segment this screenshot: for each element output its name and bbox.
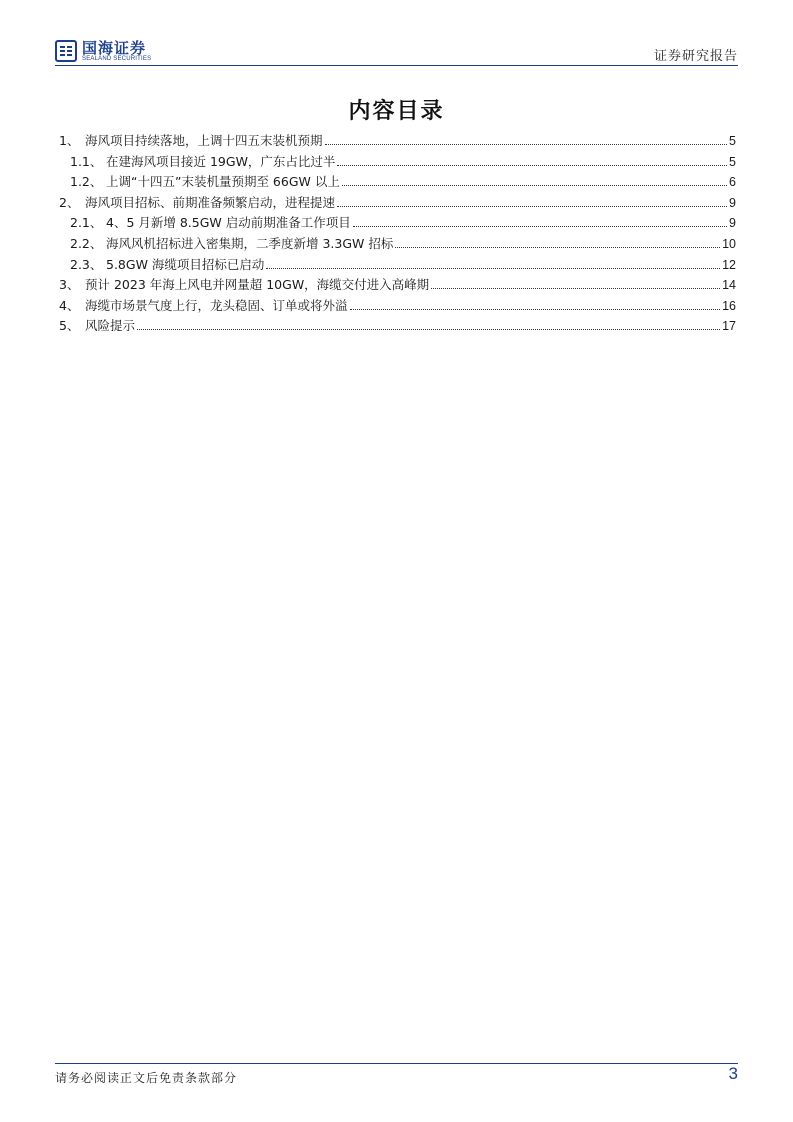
toc-entry-number: 3、 xyxy=(59,277,80,293)
toc-entry-number: 1.1、 xyxy=(70,153,103,169)
toc-leader-dots xyxy=(266,257,720,269)
toc-entry-text: 海风项目招标、前期准备频繁启动，进程提速 xyxy=(85,194,336,210)
toc-entry-page: 5 xyxy=(729,134,736,148)
toc-entry-number: 4、 xyxy=(59,297,80,313)
toc-entry-page: 16 xyxy=(722,298,736,313)
toc-entry-number: 2.2、 xyxy=(70,235,103,251)
toc-entry[interactable] xyxy=(59,172,736,193)
page-number: 3 xyxy=(728,1064,738,1083)
logo-name: 国海证券 xyxy=(82,38,147,57)
toc-entry-text: 海缆市场景气度上行，龙头稳固、订单或将外溢 xyxy=(85,297,348,313)
header-divider xyxy=(55,65,738,66)
toc-leader-dots xyxy=(337,154,727,166)
toc-entry-page: 12 xyxy=(722,257,736,272)
toc-leader-dots xyxy=(342,174,727,186)
toc-entry[interactable] xyxy=(59,234,736,255)
toc-entry-page: 5 xyxy=(729,154,736,169)
toc-entry-page: 9 xyxy=(729,195,736,210)
toc-entry[interactable] xyxy=(59,193,736,214)
toc-leader-dots xyxy=(395,236,720,248)
toc-entry-text: 4、5 月新增 8.5GW 启动前期准备工作项目 xyxy=(106,215,351,231)
toc-leader-dots xyxy=(325,133,728,145)
toc-leader-dots xyxy=(337,195,727,207)
toc-entry-text: 在建海风项目接近 19GW，广东占比过半 xyxy=(106,153,336,169)
disclaimer-note: 请务必阅读正文后免责条款部分 xyxy=(55,1071,238,1085)
toc-entry[interactable] xyxy=(59,296,736,317)
toc-entry-text: 预计 2023 年海上风电并网量超 10GW，海缆交付进入高峰期 xyxy=(85,277,430,293)
toc-entry-page: 9 xyxy=(729,216,736,231)
table-of-contents xyxy=(59,131,736,337)
footer-divider xyxy=(55,1063,738,1064)
toc-entry[interactable] xyxy=(59,131,736,152)
toc-entry[interactable] xyxy=(59,316,736,337)
toc-entry-number: 5、 xyxy=(59,318,80,334)
logo-english-name: SEALAND SECURITIES xyxy=(82,55,152,62)
toc-leader-dots xyxy=(431,277,720,289)
toc-title: 内容目录 xyxy=(348,99,445,124)
toc-entry[interactable] xyxy=(59,213,736,234)
sealand-logo-icon xyxy=(55,40,77,62)
toc-leader-dots xyxy=(350,298,721,310)
company-logo xyxy=(55,38,151,64)
report-type-label: 证券研究报告 xyxy=(653,49,738,64)
toc-entry-number: 1、 xyxy=(59,133,80,148)
toc-entry-page: 17 xyxy=(722,319,736,334)
toc-entry-number: 2.1、 xyxy=(70,215,103,231)
toc-entry-text: 风险提示 xyxy=(85,318,136,334)
toc-entry[interactable] xyxy=(59,152,736,173)
page-header xyxy=(55,36,738,66)
toc-entry-page: 10 xyxy=(722,236,736,251)
toc-entry[interactable] xyxy=(59,255,736,276)
toc-entry-number: 2、 xyxy=(59,194,80,210)
toc-entry-number: 1.2、 xyxy=(70,174,103,190)
toc-entry-text: 上调“十四五”末装机量预期至 66GW 以上 xyxy=(106,174,340,190)
toc-entry[interactable] xyxy=(59,275,736,296)
toc-entry-number: 2.3、 xyxy=(70,256,103,272)
toc-leader-dots xyxy=(137,318,720,330)
toc-entry-page: 14 xyxy=(722,278,736,293)
toc-entry-text: 海风风机招标进入密集期，二季度新增 3.3GW 招标 xyxy=(106,235,394,251)
toc-entry-text: 海风项目持续落地，上调十四五末装机预期 xyxy=(85,133,323,148)
toc-entry-text: 5.8GW 海缆项目招标已启动 xyxy=(106,256,265,272)
toc-leader-dots xyxy=(353,215,727,227)
toc-entry-page: 6 xyxy=(729,175,736,190)
